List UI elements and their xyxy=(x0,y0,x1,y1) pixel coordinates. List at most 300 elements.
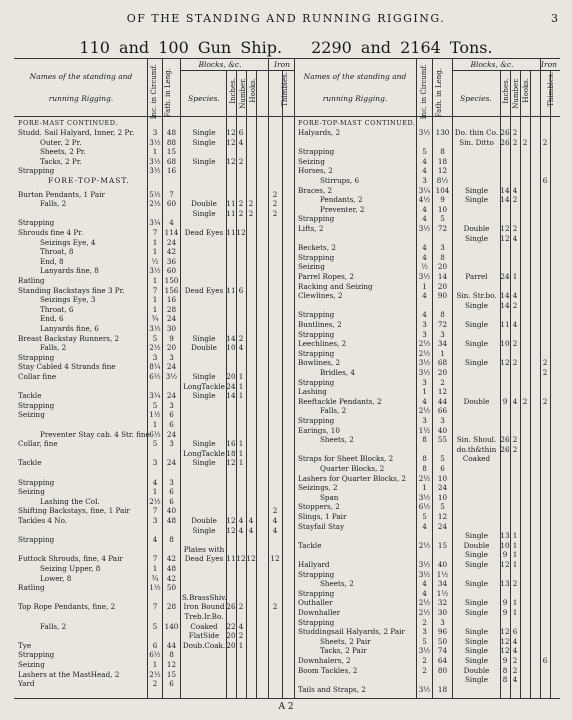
right-row-value: 12 xyxy=(437,166,448,176)
page-header: OF THE STANDING AND RUNNING RIGGING. xyxy=(126,12,446,25)
right-row-value: 4 xyxy=(512,185,518,195)
right-row-value: 4 xyxy=(422,579,427,589)
left-hooks-header: Hooks. xyxy=(249,78,257,103)
right-row-value: 14 xyxy=(437,272,448,281)
left-row-value: 2 xyxy=(238,333,244,343)
left-row-value: 7 xyxy=(152,602,158,612)
left-row-value: 48 xyxy=(166,516,177,525)
left-row-value: 6½ xyxy=(149,650,161,660)
left-row-value: Single xyxy=(192,156,216,166)
left-row-name: Sheets, 2 Pr. xyxy=(40,147,86,157)
right-row-value: 12 xyxy=(500,224,510,233)
left-row-name: Yard xyxy=(18,679,35,689)
left-row-value: 2 xyxy=(272,189,278,199)
right-row-value: 2 xyxy=(512,128,518,137)
right-row-value: 3½ xyxy=(418,684,431,694)
right-row-value: 5 xyxy=(440,214,445,224)
right-row-name: Strapping xyxy=(298,147,335,157)
left-fath-header: Fath. in Leng. xyxy=(164,68,172,118)
right-row-value: 1 xyxy=(512,598,518,608)
right-row-name: Straps for Sheet Blocks, 2 xyxy=(298,454,394,464)
right-row-name: Strapping xyxy=(298,416,335,425)
left-row-value: 60 xyxy=(166,266,177,276)
left-row-value: 5 xyxy=(152,400,158,410)
right-row-value: 3½ xyxy=(418,368,431,377)
right-row-value: 2 xyxy=(512,656,518,665)
right-row-value: Single xyxy=(464,233,488,243)
right-hooks-header: Hooks. xyxy=(522,78,530,103)
right-row-name: Bridles, 4 xyxy=(320,368,356,377)
left-row-value: 1 xyxy=(152,237,158,247)
left-row-value: Iron Bound xyxy=(183,602,225,612)
right-row-value: 3¼ xyxy=(418,185,431,195)
left-row-value: 1 xyxy=(152,247,158,257)
left-row-name: Tacks, 2 Pr. xyxy=(40,156,82,166)
right-row-value: 3½ xyxy=(418,128,431,137)
column-rule xyxy=(540,58,541,698)
right-row-value: 3 xyxy=(440,617,445,627)
left-row-value: 3½ xyxy=(149,166,161,176)
left-row-value: 60 xyxy=(166,199,177,209)
left-row-value: 42 xyxy=(166,554,177,564)
left-row-name: Lower, 8 xyxy=(40,573,72,583)
page-number: 3 xyxy=(551,12,558,25)
right-row-value: 32 xyxy=(437,598,448,608)
left-row-value: 26 xyxy=(226,602,236,612)
right-row-value: 26 xyxy=(500,435,510,445)
right-row-value: 10 xyxy=(500,540,510,550)
right-row-value: 26 xyxy=(500,444,510,454)
right-row-value: 3 xyxy=(440,243,445,253)
left-row-value: 1 xyxy=(152,420,158,429)
column-rule xyxy=(510,70,511,698)
right-row-value: 130 xyxy=(435,128,450,137)
left-row-value: 3 xyxy=(169,439,174,449)
left-continued-caption: FORE-MAST CONTINUED. xyxy=(18,119,118,127)
left-row-value: 2½ xyxy=(149,496,161,506)
left-row-name: Collar, fine xyxy=(18,439,58,449)
left-row-name: Tackle xyxy=(18,391,42,401)
right-row-value: 1 xyxy=(512,608,518,617)
left-row-value: 3½ xyxy=(149,324,161,333)
left-row-value: 3½ xyxy=(149,137,161,147)
right-row-value: 3½ xyxy=(418,492,431,502)
left-row-value: 6 xyxy=(169,496,174,506)
left-row-value: 140 xyxy=(164,621,179,631)
left-row-name: Shrouds fine 4 Pr. xyxy=(18,228,84,237)
right-row-value: 4 xyxy=(512,233,518,243)
right-row-value: 4 xyxy=(512,646,518,656)
left-row-value: 24 xyxy=(166,314,177,324)
right-row-value: 20 xyxy=(437,368,448,377)
left-row-value: 1 xyxy=(238,448,244,458)
right-row-value: 2½ xyxy=(418,608,431,617)
left-row-value: S.BrassShiv. xyxy=(182,592,227,602)
right-row-value: Single xyxy=(464,560,488,569)
left-row-value: 12 xyxy=(226,525,236,535)
left-row-value: Single xyxy=(192,208,216,218)
left-row-value: 6 xyxy=(169,420,174,429)
left-row-value: 24 xyxy=(166,458,177,468)
right-row-value: 1 xyxy=(512,531,518,541)
left-row-value: 20 xyxy=(166,343,177,353)
right-row-value: 2 xyxy=(512,300,518,310)
right-row-value: 8 xyxy=(422,435,427,445)
right-row-value: Single xyxy=(464,608,488,617)
left-row-value: 2 xyxy=(272,506,278,516)
right-row-value: 6 xyxy=(440,464,445,473)
right-row-value: 64 xyxy=(437,656,448,665)
ship-tonnage: 2290 and 2164 Tons. xyxy=(311,38,493,57)
left-row-value: 1 xyxy=(238,372,244,381)
left-row-value: 4 xyxy=(152,477,158,487)
right-row-value: 24 xyxy=(437,483,448,493)
left-row-value: 1 xyxy=(238,439,244,449)
right-row-value: Single xyxy=(464,598,488,608)
right-row-value: 1 xyxy=(422,387,427,397)
right-row-value: 12 xyxy=(500,636,510,646)
right-row-value: Sin. Shoul. xyxy=(456,435,497,445)
left-row-value: Double xyxy=(191,516,217,525)
left-row-value: 1 xyxy=(238,381,244,391)
right-row-name: Slings, 1 Pair xyxy=(298,512,347,521)
left-row-name: Stay Cabled 4 Strands fine xyxy=(18,362,116,372)
right-row-value: 12 xyxy=(437,387,448,397)
right-row-name: Downhalers, 2 xyxy=(298,656,351,665)
left-row-value: LongTackle xyxy=(183,381,225,391)
left-row-name: Lanyards fine, 8 xyxy=(40,266,99,276)
left-row-value: 6 xyxy=(169,679,174,689)
right-row-value: 12 xyxy=(500,627,510,637)
right-row-value: 8½ xyxy=(436,176,449,185)
left-row-name: Strapping xyxy=(18,650,55,660)
right-row-name: Halyards, 2 xyxy=(298,128,341,137)
left-row-name: Seizing xyxy=(18,660,45,669)
right-row-value: 4 xyxy=(422,310,427,320)
right-row-value: 2 xyxy=(542,358,548,368)
left-row-value: 4 xyxy=(238,525,244,535)
left-row-value: 12 xyxy=(236,554,246,564)
left-row-value: 24 xyxy=(226,381,236,391)
names-header-line1: Names of the standing and xyxy=(29,72,133,81)
right-row-value: Single xyxy=(464,531,488,541)
right-row-value: 2 xyxy=(422,617,427,627)
left-row-value: 1 xyxy=(152,276,158,285)
names-header-line1-r: Names of the standing and xyxy=(303,72,407,81)
left-row-value: 5 xyxy=(152,333,158,343)
right-row-name: Braces, 2 xyxy=(298,185,333,195)
left-inches-header: Inches. xyxy=(229,78,237,104)
right-row-value: Single xyxy=(464,320,488,329)
left-row-value: 4 xyxy=(152,535,158,545)
right-row-value: 2 xyxy=(542,137,548,147)
left-row-value: 20 xyxy=(226,631,236,641)
right-row-name: Strapping xyxy=(298,329,335,339)
left-row-value: 150 xyxy=(164,276,179,285)
right-row-value: 8 xyxy=(440,147,445,157)
right-row-value: 4 xyxy=(422,214,427,224)
left-row-value: Single xyxy=(192,391,216,401)
right-row-value: 3 xyxy=(440,416,445,425)
left-row-value: 14 xyxy=(226,391,236,401)
left-row-value: FlatSide xyxy=(188,631,220,641)
left-row-value: 8¼ xyxy=(149,362,161,372)
left-row-value: LongTackle xyxy=(183,448,225,458)
left-row-value: 6 xyxy=(238,285,244,295)
left-row-name: Ratling xyxy=(18,276,45,285)
left-row-value: Treb.Ir.Bo. xyxy=(184,612,224,621)
left-row-value: Single xyxy=(192,439,216,449)
left-row-value: 7 xyxy=(169,189,174,199)
right-row-value: Single xyxy=(464,195,488,205)
right-row-value: 4 xyxy=(422,204,427,214)
left-row-name: Studd. Sail Halyard, Inner, 2 Pr. xyxy=(18,128,135,137)
left-row-name: Standing Backstays fine 3 Pr. xyxy=(18,285,125,295)
left-row-value: 50 xyxy=(166,583,177,593)
column-rule xyxy=(147,58,148,698)
left-row-value: 2 xyxy=(272,602,278,612)
left-row-name: Throat, 6 xyxy=(40,304,74,314)
right-continued-caption: FORE-TOP-MAST CONTINUED. xyxy=(298,119,416,127)
left-row-value: 3 xyxy=(152,516,158,525)
left-row-value: 24 xyxy=(166,391,177,401)
right-row-value: 9 xyxy=(502,656,508,665)
right-row-name: Stirrups, 6 xyxy=(320,176,360,185)
right-row-value: 4 xyxy=(422,156,427,166)
right-row-name: Downhaller xyxy=(298,608,341,617)
right-row-value: 1½ xyxy=(436,588,449,598)
right-row-name: Tacks, 2 Pair xyxy=(320,646,367,656)
right-row-name: Lifts, 2 xyxy=(298,224,324,233)
right-row-value: 4 xyxy=(422,252,427,262)
right-row-value: 40 xyxy=(437,560,448,569)
right-row-value: 2 xyxy=(422,665,427,675)
left-row-value: 12 xyxy=(226,137,236,147)
column-rule xyxy=(432,58,433,698)
column-rule xyxy=(294,58,295,698)
left-row-value: 4 xyxy=(248,516,254,525)
right-row-value: 3½ xyxy=(418,560,431,569)
column-rule xyxy=(550,70,551,698)
left-row-value: 6 xyxy=(169,410,174,420)
left-row-value: 2 xyxy=(238,631,244,641)
left-row-value: 16 xyxy=(226,439,236,449)
right-row-value: 2 xyxy=(542,368,548,377)
right-row-value: 1 xyxy=(512,272,518,281)
right-row-value: Single xyxy=(464,579,488,589)
right-fath-header: Fath. in Leng. xyxy=(435,68,443,118)
right-row-value: Single xyxy=(464,656,488,665)
right-row-value: 14 xyxy=(500,291,510,301)
left-row-value: 12 xyxy=(166,660,177,669)
left-row-value: 5½ xyxy=(149,189,161,199)
left-row-value: 2 xyxy=(248,208,254,218)
left-row-value: Single xyxy=(192,372,216,381)
left-row-value: 15 xyxy=(166,147,177,157)
right-row-name: Beckets, 2 xyxy=(298,243,336,253)
right-row-value: 55 xyxy=(437,435,448,445)
right-row-value: 18 xyxy=(437,684,448,694)
left-row-value: 12 xyxy=(246,554,256,564)
left-row-value: Single xyxy=(192,333,216,343)
right-row-value: 3½ xyxy=(418,569,431,579)
right-row-value: 6 xyxy=(512,627,518,637)
left-row-value: Dead Eyes xyxy=(184,554,224,564)
left-row-value: 12 xyxy=(226,516,236,525)
left-row-value: Single xyxy=(192,137,216,147)
left-row-value: 1 xyxy=(152,660,158,669)
left-row-value: 7 xyxy=(152,285,158,295)
right-row-name: Preventer, 2 xyxy=(320,204,365,214)
left-row-value: Dead Eyes xyxy=(184,285,224,295)
left-row-value: 2 xyxy=(238,208,244,218)
left-section-title: FORE-TOP-MAST. xyxy=(48,176,130,185)
left-row-value: 1 xyxy=(152,295,158,305)
right-row-value: Double xyxy=(463,540,490,550)
right-row-value: 8 xyxy=(502,675,508,685)
right-row-value: 10 xyxy=(437,204,448,214)
right-row-value: 12 xyxy=(437,512,448,521)
right-row-value: 9 xyxy=(502,396,508,406)
right-row-value: 2 xyxy=(512,195,518,205)
left-row-value: 4 xyxy=(238,621,244,631)
right-row-name: Seizing xyxy=(298,156,325,166)
left-row-value: 8 xyxy=(169,650,174,660)
left-row-value: 1 xyxy=(152,564,158,573)
right-row-name: Reeftackle Pendants, 2 xyxy=(298,396,382,406)
right-row-value: Single xyxy=(464,550,488,560)
left-row-name: Seizing xyxy=(18,410,45,420)
left-row-value: 7 xyxy=(152,554,158,564)
right-row-name: Outhaller xyxy=(298,598,333,608)
right-row-value: 1 xyxy=(512,540,518,550)
left-row-value: 3¼ xyxy=(149,218,161,228)
left-row-value: 6 xyxy=(152,640,158,650)
left-row-value: 4 xyxy=(238,516,244,525)
right-row-name: Parrel Ropes, 2 xyxy=(298,272,354,281)
left-row-name: Tackles 4 No. xyxy=(18,516,68,525)
left-row-value: 3 xyxy=(152,352,158,362)
column-rule xyxy=(180,58,181,698)
left-row-name: Strapping xyxy=(18,477,55,487)
right-row-value: Single xyxy=(464,627,488,637)
right-row-value: 2 xyxy=(542,396,548,406)
left-row-name: Strapping xyxy=(18,166,55,176)
left-row-value: 12 xyxy=(226,128,236,137)
right-row-value: 66 xyxy=(437,406,448,416)
left-row-name: Lashers at the MastHead, 2 xyxy=(18,669,120,679)
right-row-name: Studdingsail Halyards, 2 Pair xyxy=(298,627,405,637)
left-row-name: Ratling xyxy=(18,583,45,593)
left-row-value: 12 xyxy=(270,554,280,564)
right-row-name: Sheets, 2 xyxy=(320,435,354,445)
blocks-sub-rule-left xyxy=(180,70,294,71)
right-row-value: 12 xyxy=(500,358,510,368)
right-row-name: Strapping xyxy=(298,252,335,262)
left-row-value: 18 xyxy=(226,448,236,458)
right-row-value: 1 xyxy=(512,560,518,569)
right-row-name: Strapping xyxy=(298,617,335,627)
right-row-value: 4 xyxy=(512,636,518,646)
right-row-value: 4 xyxy=(422,521,427,531)
left-row-name: Tye xyxy=(18,640,32,650)
left-row-value: 14 xyxy=(226,333,236,343)
right-row-value: 8 xyxy=(422,454,427,464)
right-row-name: Buntlines, 2 xyxy=(298,320,342,329)
left-row-value: 68 xyxy=(166,156,177,166)
left-iron-header: Iron xyxy=(274,60,290,69)
column-rule xyxy=(520,70,521,698)
right-row-value: 2 xyxy=(440,377,445,387)
right-row-name: Pendants, 2 xyxy=(320,195,363,205)
right-row-value: 1 xyxy=(422,483,427,493)
right-row-name: Horses, 2 xyxy=(298,166,333,176)
left-row-value: 12 xyxy=(226,156,236,166)
left-row-value: 15 xyxy=(166,669,177,679)
column-rule xyxy=(268,58,269,698)
right-row-value: 12 xyxy=(500,646,510,656)
left-row-value: ¾ xyxy=(151,573,159,583)
names-header-line2-r: running Rigging. xyxy=(322,94,388,103)
right-row-value: 12 xyxy=(500,560,510,569)
left-row-value: 4 xyxy=(272,525,278,535)
right-row-value: 8 xyxy=(440,252,445,262)
left-row-value: 1 xyxy=(152,147,158,157)
right-species-header: Species. xyxy=(460,94,492,103)
left-row-value: 24 xyxy=(166,362,177,372)
right-row-value: Sin. Ditto xyxy=(459,137,494,147)
right-row-value: 3 xyxy=(440,329,445,339)
right-row-value: Double xyxy=(463,665,490,675)
left-row-name: Throat, 8 xyxy=(40,247,74,257)
left-row-value: 22 xyxy=(226,621,236,631)
left-row-value: 3½ xyxy=(149,156,161,166)
left-row-name: Falls, 2 xyxy=(40,343,67,353)
right-row-value: 40 xyxy=(437,425,448,435)
right-row-value: 15 xyxy=(437,540,448,550)
right-row-value: 50 xyxy=(437,636,448,646)
left-row-value: Single xyxy=(192,458,216,468)
right-row-value: 44 xyxy=(437,396,448,406)
left-row-name: Lanyards fine, 6 xyxy=(40,324,99,333)
left-row-name: Shifting Backstays, fine, 1 Pair xyxy=(18,506,130,516)
left-names-header xyxy=(16,72,146,104)
left-row-value: 3 xyxy=(169,477,174,487)
right-row-value: 4 xyxy=(512,396,518,406)
right-row-name: Sheets, 2 Pair xyxy=(320,636,371,646)
right-row-value: 34 xyxy=(437,579,448,589)
right-row-value: 3½ xyxy=(418,272,431,281)
left-row-name: Outer, 2 Pr. xyxy=(40,137,82,147)
left-row-name: Top Rope Pendants, fine, 2 xyxy=(18,602,116,612)
right-row-value: 1 xyxy=(512,550,518,560)
left-row-name: Strapping xyxy=(18,535,55,545)
right-row-value: Coaked xyxy=(462,454,491,464)
right-row-value: 13 xyxy=(500,531,510,541)
left-row-value: 114 xyxy=(164,228,179,237)
left-row-value: 88 xyxy=(166,137,177,147)
column-rule xyxy=(500,70,501,698)
right-row-value: 6 xyxy=(542,656,548,665)
right-row-value: 2 xyxy=(512,444,518,454)
left-row-value: 40 xyxy=(166,506,177,516)
left-row-name: Seizings Eye, 3 xyxy=(40,295,96,305)
left-row-value: 16 xyxy=(166,295,177,305)
right-row-value: Single xyxy=(464,636,488,646)
header-rule xyxy=(14,116,560,117)
right-row-value: 3 xyxy=(422,416,427,425)
left-row-value: 1 xyxy=(152,304,158,314)
